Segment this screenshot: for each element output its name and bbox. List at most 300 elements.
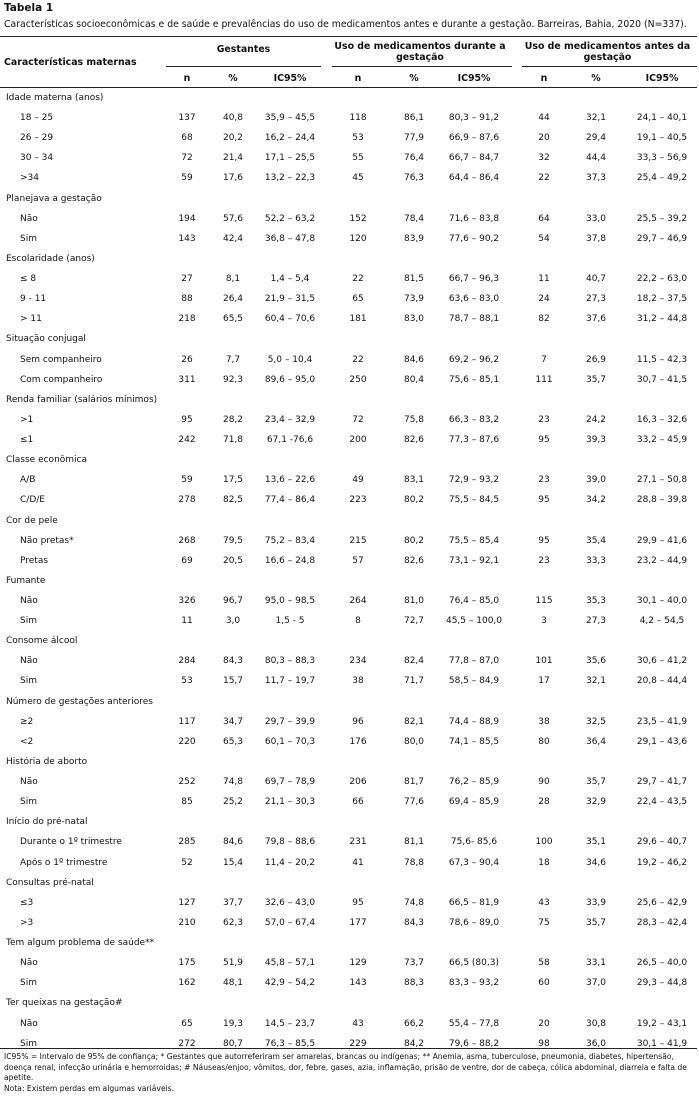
- table-cell: 66,2: [403, 1018, 425, 1029]
- table-cell: 62,3: [222, 917, 244, 928]
- table-cell: 66,7 – 84,7: [448, 153, 500, 164]
- table-cell: 76,4: [403, 153, 425, 164]
- table-cell: 23: [538, 555, 550, 566]
- table-cell: 45,8 – 57,1: [264, 958, 316, 969]
- row-label: Sim: [20, 797, 37, 808]
- table-cell: 76,3 – 85,5: [264, 1038, 316, 1049]
- section-title: Escolaridade (anos): [6, 253, 95, 264]
- row-label: > 11: [20, 314, 42, 325]
- table-cell: 77,3 – 87,6: [448, 435, 500, 446]
- section-title: Ter queixas na gestação#: [6, 998, 123, 1009]
- table-cell: 83,9: [403, 233, 425, 244]
- section-title: Início do pré-natal: [6, 817, 88, 828]
- subheader-n: n: [540, 73, 548, 84]
- table-cell: 82: [538, 314, 550, 325]
- table-cell: 76,2 – 85,9: [448, 777, 500, 788]
- subheader-n: n: [354, 73, 362, 84]
- table-cell: 35,4: [585, 535, 607, 546]
- table-cell: 311: [178, 374, 196, 385]
- row-label: Não pretas*: [20, 535, 74, 546]
- table-cell: 16,3 – 32,6: [636, 414, 688, 425]
- table-cell: 31,2 – 44,8: [636, 314, 688, 325]
- table-cell: 95: [538, 495, 550, 506]
- table-cell: 39,3: [585, 435, 607, 446]
- table-cell: 66,5 (80,3): [449, 958, 499, 969]
- table-cell: 20,2: [222, 133, 244, 144]
- table-cell: 81,7: [403, 777, 425, 788]
- table-cell: 90: [538, 777, 550, 788]
- table-cell: 64,4 – 86,4: [448, 173, 500, 184]
- table-cell: 53: [352, 133, 364, 144]
- table-cell: 82,5: [222, 495, 244, 506]
- row-label: Não: [20, 213, 38, 224]
- table-cell: 80,3 – 91,2: [448, 113, 500, 124]
- table-cell: 96: [352, 716, 364, 727]
- row-label: 9 - 11: [20, 294, 47, 305]
- table-cell: 117: [178, 716, 196, 727]
- table-cell: 39,0: [585, 475, 607, 486]
- table-cell: 35,6: [585, 656, 607, 667]
- table-cell: 21,1 – 30,3: [264, 797, 316, 808]
- table-cell: 75: [538, 917, 550, 928]
- table-cell: 11: [181, 616, 193, 627]
- table-cell: 98: [538, 1038, 550, 1049]
- table-cell: 21,9 – 31,5: [264, 294, 316, 305]
- table-cell: 71,7: [403, 676, 425, 687]
- table-cell: 32,1: [585, 113, 607, 124]
- table-cell: 27,3: [585, 616, 607, 627]
- table-cell: 75,6- 85,6: [450, 837, 498, 848]
- table-cell: 72,9 – 93,2: [448, 475, 500, 486]
- table-cell: 120: [349, 233, 367, 244]
- table-cell: 95: [352, 897, 364, 908]
- table-cell: 82,4: [403, 656, 425, 667]
- table-cell: 15,7: [222, 676, 244, 687]
- section-title: Cor de pele: [6, 515, 58, 526]
- table-cell: 30,6 – 41,2: [636, 656, 688, 667]
- section-title: Consome álcool: [6, 636, 78, 647]
- table-cell: 35,1: [585, 837, 607, 848]
- section-title: Consultas pré-natal: [6, 877, 94, 888]
- table-cell: 55,4 – 77,8: [448, 1018, 500, 1029]
- table-cell: 81,1: [403, 837, 425, 848]
- row-label: Não: [20, 958, 38, 969]
- group-underline-1: [166, 66, 321, 67]
- table-cell: 82,6: [403, 555, 425, 566]
- table-cell: 22,2 – 63,0: [636, 274, 688, 285]
- table-cell: 77,4 – 86,4: [264, 495, 316, 506]
- table-cell: 21,4: [222, 153, 244, 164]
- table-cell: 19,2 – 43,1: [636, 1018, 688, 1029]
- table-cell: 268: [178, 535, 196, 546]
- subheader-n: n: [183, 73, 191, 84]
- table-cell: 84,6: [403, 354, 425, 365]
- row-label: 26 – 29: [20, 133, 54, 144]
- row-label: >34: [20, 173, 39, 184]
- subheader-pct: %: [591, 73, 601, 84]
- row-label: Durante o 1º trimestre: [20, 837, 122, 848]
- table-cell: 37,3: [585, 173, 607, 184]
- table-cell: 32,5: [585, 716, 607, 727]
- table-cell: 52: [181, 857, 193, 868]
- table-cell: 8,1: [225, 274, 241, 285]
- table-cell: 30,1 – 40,0: [636, 596, 688, 606]
- table-cell: 65: [352, 294, 364, 305]
- table-cell: 23,5 – 41,9: [636, 716, 688, 727]
- table-cell: 143: [178, 233, 196, 244]
- table-cell: 69,7 – 78,9: [264, 777, 316, 788]
- table-cell: 3: [541, 616, 547, 627]
- section-title: Idade materna (anos): [6, 93, 104, 103]
- row-label: Com companheiro: [20, 374, 103, 385]
- row-label: Sim: [20, 616, 37, 627]
- table-cell: 69,4 – 85,9: [448, 797, 500, 808]
- table-cell: 72: [352, 414, 364, 425]
- table-cell: 36,0: [585, 1038, 607, 1049]
- table-cell: 66,5 – 81,9: [448, 897, 500, 908]
- table-cell: 22: [352, 274, 364, 285]
- table-cell: 15,4: [222, 857, 244, 868]
- table-cell: 36,8 – 47,8: [264, 233, 316, 244]
- table-cell: 29,4: [585, 133, 607, 144]
- table-cell: 65: [181, 1018, 193, 1029]
- table-cell: 44,4: [585, 153, 607, 164]
- row-header: Características maternas: [4, 57, 137, 68]
- table-cell: 79,8 – 88,6: [264, 837, 316, 848]
- table-cell: 25,4 – 49,2: [636, 173, 688, 184]
- table-cell: 23: [538, 414, 550, 425]
- group-underline-2: [332, 66, 512, 67]
- table-cell: 67,3 – 90,4: [448, 857, 500, 868]
- table-cell: 20: [538, 133, 550, 144]
- table-cell: 26,9: [585, 354, 607, 365]
- table-cell: 44: [538, 113, 550, 124]
- table-cell: 60,1 – 70,3: [264, 736, 316, 747]
- table-cell: 23: [538, 475, 550, 486]
- table-cell: 83,1: [403, 475, 425, 486]
- table-cell: 19,2 – 46,2: [636, 857, 688, 868]
- table-cell: 82,6: [403, 435, 425, 446]
- table-cell: 78,6 – 89,0: [448, 917, 500, 928]
- table-cell: 40,8: [222, 113, 244, 124]
- table-cell: 80,2: [403, 495, 425, 506]
- table-cell: 32,6 – 43,0: [264, 897, 316, 908]
- table-cell: 115: [535, 596, 553, 606]
- table-cell: 59: [181, 173, 193, 184]
- table-cell: 73,1 – 92,1: [448, 555, 500, 566]
- table-cell: 66,9 – 87,6: [448, 133, 500, 144]
- table-cell: 3,0: [225, 616, 241, 627]
- table-cell: 16,2 – 24,4: [264, 133, 316, 144]
- table-cell: 127: [178, 897, 196, 908]
- row-label: 30 – 34: [20, 153, 54, 164]
- table-cell: 29,7 – 41,7: [636, 777, 688, 788]
- table-cell: 84,3: [222, 656, 244, 667]
- table-cell: 83,3 – 93,2: [448, 978, 500, 989]
- table-cell: 152: [349, 213, 367, 224]
- table-cell: 24,1 – 40,1: [636, 113, 688, 124]
- footnote-text: IC95% = Intervalo de 95% de confiança; * Gestantes que autorreferiram ser amarelas, brancas ou indígenas; ** Anemia, asma, tuberculose, pneumonia, diabetes, hipertensão, doença renal, infecção urinária e hemorroidas; # Náuseas/enjoo, vômitos, dor, febre, gases, azia, inflamação, prisão de ventre, dor de cabeça, cólica abdominal, diarreia e falta de apetite.: [4, 1052, 687, 1083]
- table-cell: 17: [538, 676, 550, 687]
- row-label: Pretas: [20, 555, 49, 566]
- table-cell: 28: [538, 797, 550, 808]
- table-cell: 77,9: [403, 133, 425, 144]
- table-cell: 43: [352, 1018, 364, 1029]
- table-cell: 64: [538, 213, 550, 224]
- table-cell: 76,4 – 85,0: [448, 596, 500, 606]
- table-cell: 264: [349, 596, 367, 606]
- group-header-gestantes: Gestantes: [216, 44, 271, 55]
- table-cell: 74,4 – 88,9: [448, 716, 500, 727]
- table-cell: 52,2 – 63,2: [264, 213, 316, 224]
- table-cell: 23,2 – 44,9: [636, 555, 688, 566]
- table-cell: 73,9: [403, 294, 425, 305]
- table-cell: 30,8: [585, 1018, 607, 1029]
- table-cell: 181: [349, 314, 367, 325]
- section-title: Número de gestações anteriores: [6, 696, 153, 707]
- table-cell: 25,6 – 42,9: [636, 897, 688, 908]
- table-cell: 37,0: [585, 978, 607, 989]
- table-cell: 66,3 – 83,2: [448, 414, 500, 425]
- table-cell: 49: [352, 475, 364, 486]
- table-cell: 215: [349, 535, 367, 546]
- table-cell: 66: [352, 797, 364, 808]
- table-cell: 80,4: [403, 374, 425, 385]
- table-cell: 80,2: [403, 535, 425, 546]
- table-cell: 27,3: [585, 294, 607, 305]
- table-cell: 137: [178, 113, 196, 124]
- table-cell: 80,7: [222, 1038, 244, 1049]
- table-cell: 29,9 – 41,6: [636, 535, 688, 546]
- section-title: Classe econômica: [6, 455, 88, 466]
- table-cell: 57,6: [222, 213, 244, 224]
- table-cell: 19,3: [222, 1018, 244, 1029]
- table-cell: 85: [181, 797, 193, 808]
- row-label: Não: [20, 596, 38, 606]
- table-cell: 22: [538, 173, 550, 184]
- table-cell: 100: [535, 837, 553, 848]
- table-cell: 78,7 – 88,1: [448, 314, 500, 325]
- table-cell: 20,8 – 44,4: [636, 676, 688, 687]
- table-cell: 33,3: [585, 555, 607, 566]
- table-cell: 252: [178, 777, 196, 788]
- table-cell: 28,2: [222, 414, 244, 425]
- table-cell: 19,1 – 40,5: [636, 133, 688, 144]
- row-label: Sim: [20, 233, 37, 244]
- table-cell: 34,6: [585, 857, 607, 868]
- table-cell: 68: [181, 133, 193, 144]
- table-cell: 74,8: [222, 777, 244, 788]
- table-cell: 32: [538, 153, 550, 164]
- table-label: Tabela 1: [4, 2, 54, 14]
- section-title: Situação conjugal: [6, 334, 86, 345]
- table-cell: 79,5: [222, 535, 244, 546]
- table-cell: 18,2 – 37,5: [636, 294, 688, 305]
- table-cell: 37,7: [222, 897, 244, 908]
- table-cell: 59: [181, 475, 193, 486]
- table-cell: 14,5 – 23,7: [264, 1018, 316, 1029]
- table-cell: 77,6 – 90,2: [448, 233, 500, 244]
- table-cell: 33,1: [585, 958, 607, 969]
- table-cell: 55: [352, 153, 364, 164]
- table-cell: 95: [538, 535, 550, 546]
- table-cell: 71,8: [222, 435, 244, 446]
- table-cell: 11,4 – 20,2: [264, 857, 316, 868]
- table-cell: 24: [538, 294, 550, 305]
- row-label: 18 – 25: [20, 113, 54, 124]
- table-cell: 51,9: [222, 958, 244, 969]
- table-cell: 83,0: [403, 314, 425, 325]
- table-cell: 27,1 – 50,8: [636, 475, 688, 486]
- group-header-durante: Uso de medicamentos durante a gestação: [334, 41, 506, 63]
- table-cell: 74,1 – 85,5: [448, 736, 500, 747]
- row-label: ≤1: [20, 435, 34, 446]
- table-cell: 143: [349, 978, 367, 989]
- table-cell: 25,5 – 39,2: [636, 213, 688, 224]
- table-cell: 218: [178, 314, 196, 325]
- table-cell: 27: [181, 274, 193, 285]
- table-cell: 78,8: [403, 857, 425, 868]
- section-title: Renda familiar (salários mínimos): [6, 394, 158, 405]
- table-cell: 278: [178, 495, 196, 506]
- table-cell: 75,5 – 84,5: [448, 495, 500, 506]
- table-cell: 194: [178, 213, 196, 224]
- row-label: Não: [20, 1018, 38, 1029]
- table-cell: 69: [181, 555, 193, 566]
- top-rule: [0, 36, 697, 37]
- row-label: Após o 1º trimestre: [20, 857, 108, 868]
- table-cell: 13,6 – 22,6: [264, 475, 316, 486]
- table-cell: 220: [178, 736, 196, 747]
- table-cell: 26,5 – 40,0: [636, 958, 688, 969]
- table-cell: 77,6: [403, 797, 425, 808]
- table-cell: 326: [178, 596, 196, 606]
- table-cell: 37,6: [585, 314, 607, 325]
- table-cell: 29,7 – 46,9: [636, 233, 688, 244]
- table-cell: 223: [349, 495, 367, 506]
- table-caption: Características socioeconômicas e de saúde e prevalências do uso de medicamentos antes e durante a gestação. Barreiras, Bahia, 2020 (N=337).: [4, 19, 687, 30]
- table-cell: 231: [349, 837, 367, 848]
- table-cell: 200: [349, 435, 367, 446]
- table-cell: 26: [181, 354, 193, 365]
- table-cell: 88,3: [403, 978, 425, 989]
- table-cell: 25,2: [222, 797, 244, 808]
- table-cell: 29,6 – 40,7: [636, 837, 688, 848]
- table-cell: 88: [181, 294, 193, 305]
- subheader-pct: %: [409, 73, 419, 84]
- subheader-ic95: IC95%: [457, 73, 491, 84]
- table-cell: 67,1 -76,6: [266, 435, 314, 446]
- section-title: História de aborto: [6, 756, 88, 767]
- row-label: C/D/E: [20, 495, 45, 506]
- table-cell: 69,2 – 96,2: [448, 354, 500, 365]
- table-cell: 72: [181, 153, 193, 164]
- table-cell: 72,7: [403, 616, 425, 627]
- table-cell: 29,3 – 44,8: [636, 978, 688, 989]
- table-cell: 1,5 - 5: [275, 616, 305, 627]
- table-cell: 284: [178, 656, 196, 667]
- subheader-ic95: IC95%: [273, 73, 307, 84]
- row-label: <2: [20, 736, 34, 747]
- table-cell: 35,3: [585, 596, 607, 606]
- row-label: Sem companheiro: [20, 354, 102, 365]
- table-cell: 43: [538, 897, 550, 908]
- table-cell: 234: [349, 656, 367, 667]
- table-cell: 84,2: [403, 1038, 425, 1049]
- table-cell: 23,4 – 32,9: [264, 414, 316, 425]
- table-cell: 33,9: [585, 897, 607, 908]
- table-cell: 65,3: [222, 736, 244, 747]
- table-cell: 250: [349, 374, 367, 385]
- table-cell: 20,5: [222, 555, 244, 566]
- table-cell: 84,6: [222, 837, 244, 848]
- table-cell: 40,7: [585, 274, 607, 285]
- table-cell: 92,3: [222, 374, 244, 385]
- table-cell: 53: [181, 676, 193, 687]
- table-cell: 8: [355, 616, 361, 627]
- table-cell: 60: [538, 978, 550, 989]
- table-cell: 76,3: [403, 173, 425, 184]
- table-cell: 33,3 – 56,9: [636, 153, 688, 164]
- table-cell: 74,8: [403, 897, 425, 908]
- table-cell: 28,3 – 42,4: [636, 917, 688, 928]
- subheader-ic95: IC95%: [645, 73, 679, 84]
- group-underline-3: [522, 66, 697, 67]
- table-cell: 63,6 – 83,0: [448, 294, 500, 305]
- table-cell: 11,7 – 19,7: [264, 676, 316, 687]
- table-cell: 38: [352, 676, 364, 687]
- table-cell: 210: [178, 917, 196, 928]
- row-label: Não: [20, 656, 38, 667]
- table-cell: 35,7: [585, 374, 607, 385]
- table-cell: 129: [349, 958, 367, 969]
- table-cell: 272: [178, 1038, 196, 1049]
- header-rule: [0, 87, 697, 88]
- table-cell: 58,5 – 84,9: [448, 676, 500, 687]
- table-cell: 30,7 – 41,5: [636, 374, 688, 385]
- section-title: Tem algum problema de saúde**: [6, 938, 155, 949]
- table-cell: 34,2: [585, 495, 607, 506]
- section-title: Planejava a gestação: [6, 193, 102, 204]
- table-cell: 4,2 – 54,5: [639, 616, 685, 627]
- table-cell: 5,0 – 10,4: [267, 354, 313, 365]
- table-cell: 101: [535, 656, 553, 667]
- table-cell: 60,4 – 70,6: [264, 314, 316, 325]
- table-cell: 73,7: [403, 958, 425, 969]
- table-cell: 71,6 – 83,8: [448, 213, 500, 224]
- table-cell: 34,7: [222, 716, 244, 727]
- table-cell: 33,2 – 45,9: [636, 435, 688, 446]
- table-cell: 229: [349, 1038, 367, 1049]
- table-cell: 65,5: [222, 314, 244, 325]
- table-cell: 13,2 – 22,3: [264, 173, 316, 184]
- table-cell: 20: [538, 1018, 550, 1029]
- table-cell: 78,4: [403, 213, 425, 224]
- table-cell: 86,1: [403, 113, 425, 124]
- table-cell: 81,5: [403, 274, 425, 285]
- table-cell: 206: [349, 777, 367, 788]
- row-label: ≥2: [20, 716, 34, 727]
- table-cell: 16,6 – 24,8: [264, 555, 316, 566]
- table-cell: 36,4: [585, 736, 607, 747]
- table-cell: 95: [538, 435, 550, 446]
- row-label: Sim: [20, 676, 37, 687]
- table-cell: 7: [541, 354, 547, 365]
- table-cell: 75,5 – 85,4: [448, 535, 500, 546]
- row-label: ≤ 8: [20, 274, 37, 285]
- table-cell: 24,2: [585, 414, 607, 425]
- table-cell: 84,3: [403, 917, 425, 928]
